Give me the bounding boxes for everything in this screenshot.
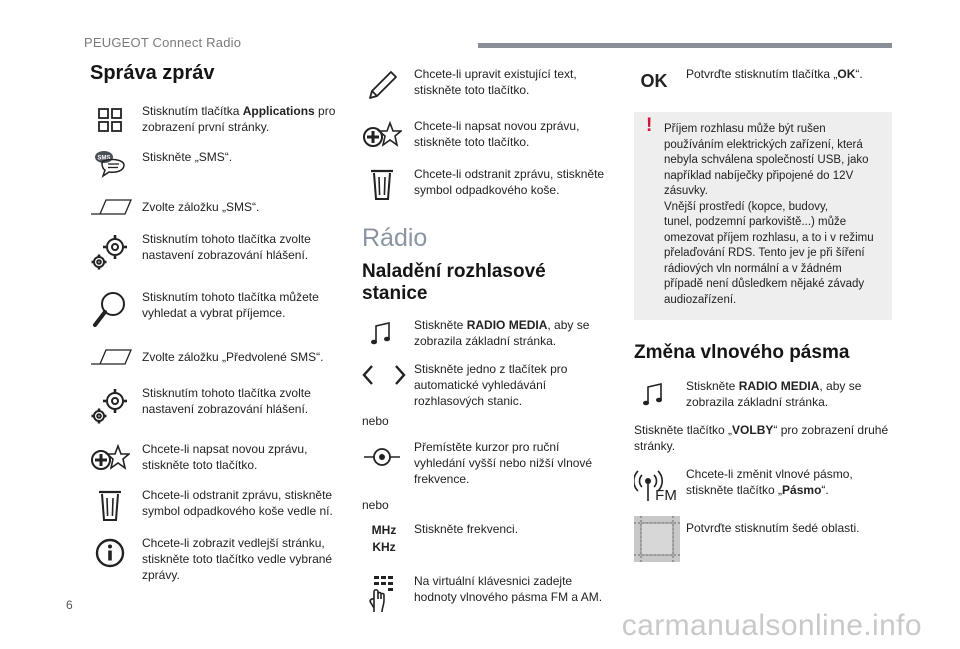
- step-confirm-grey-area: Potvrďte stisknutím šedé oblasti.: [634, 516, 892, 566]
- volby-instruction: Stiskněte tlačítko „VOLBY“ pro zobrazení druhé stránky.: [634, 423, 889, 453]
- applications-grid-icon: [90, 103, 130, 137]
- step-preset-tab: Zvolte záložku „Předvolené SMS“.: [90, 347, 350, 385]
- step-sms-tab: Zvolte záložku „SMS“.: [90, 197, 350, 231]
- music-note-icon: [634, 378, 674, 412]
- tuning-heading: Naladění rozhlasové stanice: [362, 261, 546, 304]
- svg-text:FM: FM: [655, 487, 677, 503]
- tab-shape-icon: [90, 347, 132, 367]
- step-band-change: FM Chcete-li změnit vlnové pásmo, stiskněte tlačítko „Pásmo“.: [634, 466, 892, 516]
- band-column: [634, 66, 892, 566]
- step-auto-seek: Stiskněte jedno z tlačítek pro automatické vyhledávání rozhlasových stanic.: [362, 361, 614, 413]
- reception-warning: ! Příjem rozhlasu může být rušen používáním elektrických zařízení, která nebyla schválena společností USB, jako například nabíječky připojené do 12V zásuvky. Vnější prostředí (kopce, budovy, tunel, podzemní parkoviště...) může omezovat příjem rozhlasu, a to i v režimu přelaďování RDS. Tento jev je při šíření rádiových vln normální a v žádném případě není důsledkem nějaké závady audiozařízení.: [634, 112, 892, 320]
- step-frequency: MHz KHz Stiskněte frekvenci.: [362, 519, 614, 573]
- header-divider: [478, 43, 892, 48]
- step-radio-media: Stiskněte RADIO MEDIA, aby se zobrazila základní stránka.: [362, 317, 614, 361]
- prev-next-chevrons-icon: [362, 361, 406, 389]
- sms-column: [90, 62, 350, 585]
- warning-exclamation-icon: !: [646, 115, 653, 136]
- settings-gears-icon: [90, 231, 130, 271]
- fm-signal-icon: [634, 466, 678, 504]
- running-header: PEUGEOT Connect Radio: [84, 35, 242, 50]
- trash-bin-icon: [362, 166, 402, 202]
- add-favorite-icon: [90, 441, 130, 475]
- step-settings-1: Stisknutím tohoto tlačítka zvolte nastavení zobrazování hlášení.: [90, 231, 350, 289]
- add-favorite-icon: [362, 118, 402, 152]
- svg-text:SMS: SMS: [97, 155, 111, 162]
- step-manual-tune: Přemístěte kurzor pro ruční vyhledání vyšší nebo nižší vlnové frekvence.: [362, 439, 614, 497]
- trash-bin-icon: [90, 487, 130, 523]
- pencil-icon: [362, 66, 402, 104]
- step-new-message: Chcete-li napsat novou zprávu, stiskněte toto tlačítko.: [90, 441, 350, 487]
- search-magnifier-icon: [90, 289, 130, 329]
- step-applications: Stisknutím tlačítka Applications pro zobrazení první stránky.: [90, 103, 350, 147]
- or-label: nebo: [362, 414, 389, 428]
- step-search: Stisknutím tohoto tlačítka můžete vyhledat a vybrat příjemce.: [90, 289, 350, 347]
- step-edit-text: Chcete-li upravit existující text, stiskněte toto tlačítko.: [362, 66, 614, 118]
- tuner-slider-icon: [362, 439, 402, 475]
- radio-section-title: Rádio: [362, 224, 428, 252]
- or-label-2: nebo: [362, 498, 389, 512]
- band-heading: Změna vlnového pásma: [634, 342, 850, 363]
- step-settings-2: Stisknutím tohoto tlačítka zvolte nastavení zobrazování hlášení.: [90, 385, 350, 441]
- tab-shape-icon: [90, 197, 132, 217]
- step-confirm-ok: OK Potvrďte stisknutím tlačítka „OK“.: [634, 66, 892, 112]
- step-band-radio-media: Stiskněte RADIO MEDIA, aby se zobrazila základní stránka.: [634, 378, 892, 422]
- settings-gears-icon: [90, 385, 130, 425]
- step-detail-page: Chcete-li zobrazit vedlejší stránku, stiskněte toto tlačítko vedle vybrané zprávy.: [90, 535, 350, 585]
- sms-heading: Správa zpráv: [90, 62, 215, 84]
- sms-bubble-icon: [90, 147, 130, 181]
- watermark: carmanualsonline.info: [621, 609, 922, 642]
- step-delete-message: Chcete-li odstranit zprávu, stiskněte symbol odpadkového koše vedle ní.: [90, 487, 350, 535]
- keypad-hand-icon: [362, 573, 402, 615]
- grey-area-icon: [634, 516, 680, 562]
- mhz-khz-icon: MHz KHz: [371, 523, 397, 554]
- ok-icon: OK: [640, 71, 668, 91]
- music-note-icon: [362, 317, 402, 351]
- step-virtual-keypad: Na virtuální klávesnici zadejte hodnoty vlnového pásma FM a AM.: [362, 573, 614, 617]
- step-delete-message-2: Chcete-li odstranit zprávu, stiskněte symbol odpadkového koše.: [362, 166, 614, 224]
- page-number: 6: [66, 598, 73, 612]
- step-sms: SMS Stiskněte „SMS“.: [90, 147, 350, 197]
- radio-column: [362, 66, 614, 617]
- info-circle-icon: [90, 535, 130, 571]
- step-new-message-2: Chcete-li napsat novou zprávu, stiskněte toto tlačítko.: [362, 118, 614, 166]
